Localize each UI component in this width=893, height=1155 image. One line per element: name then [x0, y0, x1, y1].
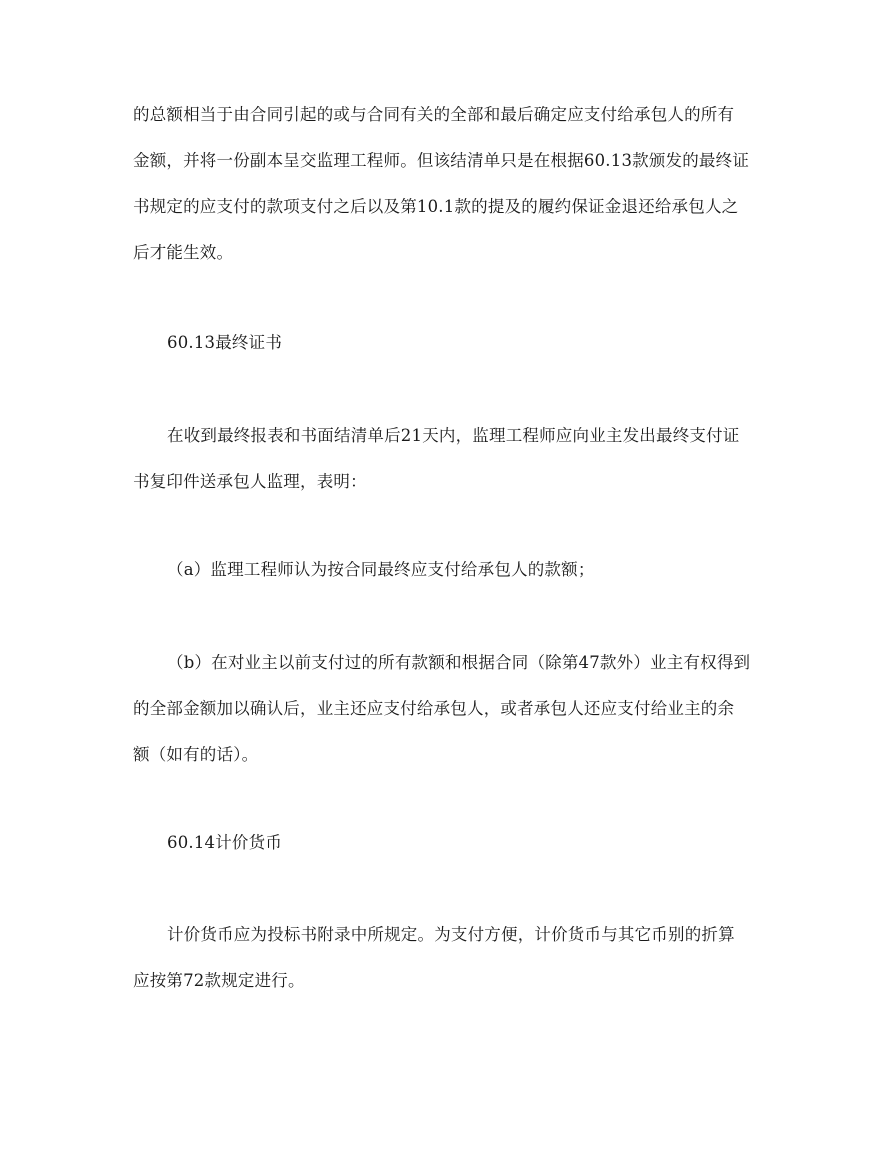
text-line: 的总额相当于由合同引起的或与合同有关的全部和最后确定应支付给承包人的所有	[133, 105, 735, 124]
text-line: 计价货币应为投标书附录中所规定。为支付方便，计价货币与其它币别的折算	[167, 925, 735, 944]
text-line: 书复印件送承包人监理，表明：	[133, 472, 367, 491]
section-heading: 60.14计价货币	[167, 833, 283, 852]
paragraph-final-discharge-continuation	[133, 92, 773, 276]
text-line: （b）在对业主以前支付过的所有款额和根据合同（除第47款外）业主有权得到	[167, 653, 751, 672]
text-line: （a）监理工程师认为按合同最终应支付给承包人的款额；	[167, 560, 595, 579]
paragraph-final-certificate	[133, 413, 773, 505]
section-heading-60-14	[133, 820, 773, 866]
paragraph-currency-of-account	[133, 912, 773, 1004]
text-line: 应按第72款规定进行。	[133, 971, 305, 990]
text-line: 后才能生效。	[133, 243, 234, 262]
text-line: 书规定的应支付的款项支付之后以及第10.1款的提及的履约保证金退还给承包人之	[133, 197, 739, 216]
list-item-b	[133, 640, 773, 778]
text-line: 的全部金额加以确认后，业主还应支付给承包人，或者承包人还应支付给业主的余	[133, 699, 735, 718]
section-heading: 60.13最终证书	[167, 333, 283, 352]
text-line: 额（如有的话）。	[133, 745, 259, 764]
list-item-a	[133, 547, 773, 593]
section-heading-60-13	[133, 320, 773, 366]
text-line: 在收到最终报表和书面结清单后21天内，监理工程师应向业主发出最终支付证	[167, 426, 740, 445]
text-line: 金额，并将一份副本呈交监理工程师。但该结清单只是在根据60.13款颁发的最终证	[133, 151, 750, 170]
